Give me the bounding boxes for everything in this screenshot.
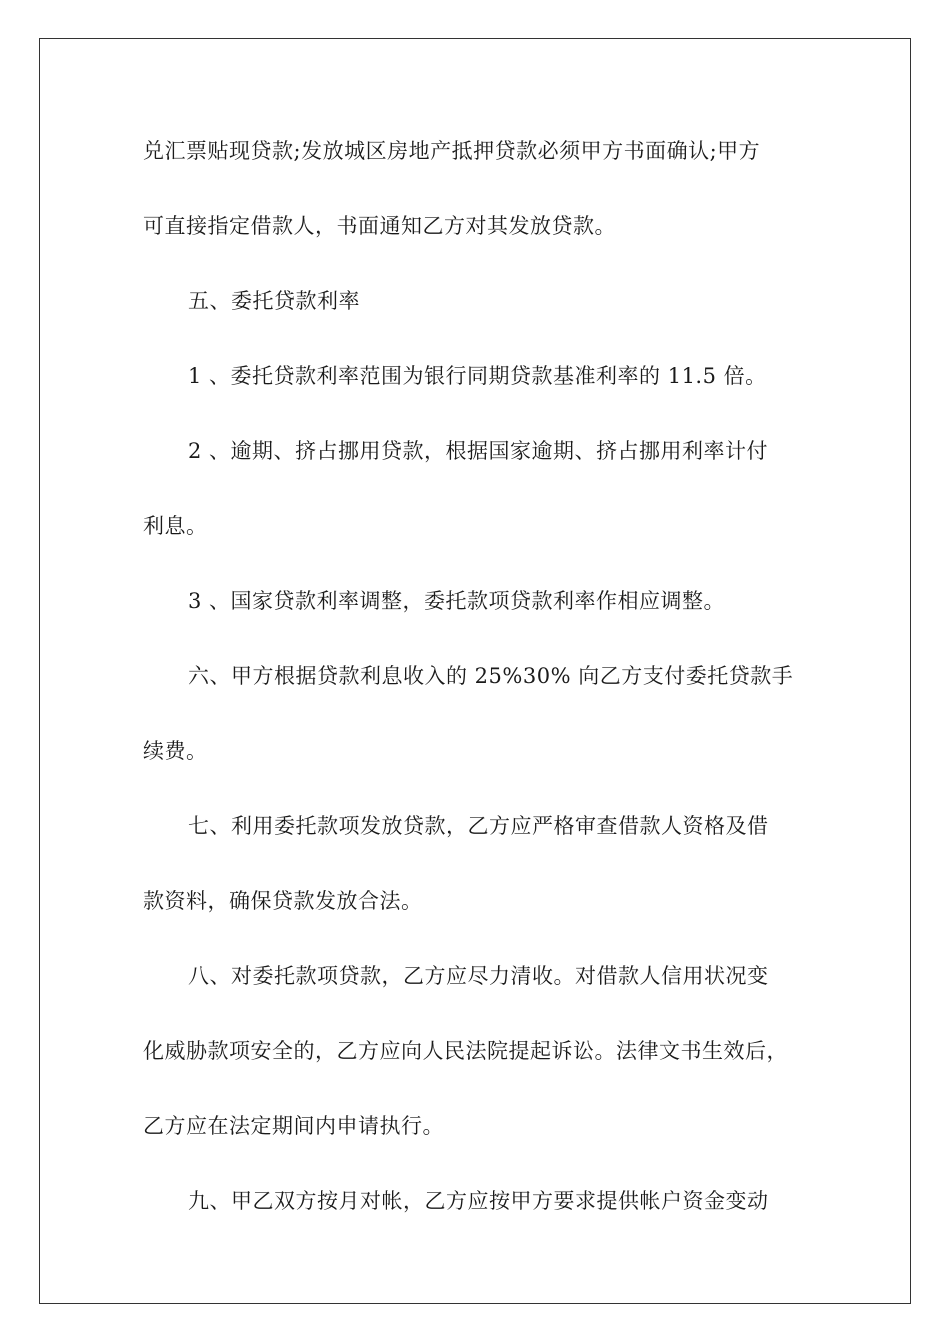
text-line: 款资料，确保贷款发放合法。 xyxy=(143,889,423,913)
text-line: 九、甲乙双方按月对帐，乙方应按甲方要求提供帐户资金变动 xyxy=(188,1189,769,1213)
text-line: 化威胁款项安全的，乙方应向人民法院提起诉讼。法律文书生效后， xyxy=(143,1039,788,1063)
section-heading: 五、委托贷款利率 xyxy=(188,289,360,313)
text-line: 七、利用委托款项发放贷款，乙方应严格审查借款人资格及借 xyxy=(188,814,769,838)
text-line: 八、对委托款项贷款，乙方应尽力清收。对借款人信用状况变 xyxy=(188,964,769,988)
text-line: 1 、委托贷款利率范围为银行同期贷款基准利率的 11.5 倍。 xyxy=(188,364,767,388)
text-line: 乙方应在法定期间内申请执行。 xyxy=(143,1114,444,1138)
text-line: 可直接指定借款人，书面通知乙方对其发放贷款。 xyxy=(143,214,616,238)
text-line: 3 、国家贷款利率调整，委托款项贷款利率作相应调整。 xyxy=(188,589,726,613)
text-line: 利息。 xyxy=(143,514,208,538)
text-line: 2 、逾期、挤占挪用贷款，根据国家逾期、挤占挪用利率计付 xyxy=(188,439,769,463)
text-line: 兑汇票贴现贷款;发放城区房地产抵押贷款必须甲方书面确认;甲方 xyxy=(143,139,761,163)
text-line: 六、甲方根据贷款利息收入的 25%30% 向乙方支付委托贷款手 xyxy=(188,664,794,688)
text-line: 续费。 xyxy=(143,739,208,763)
